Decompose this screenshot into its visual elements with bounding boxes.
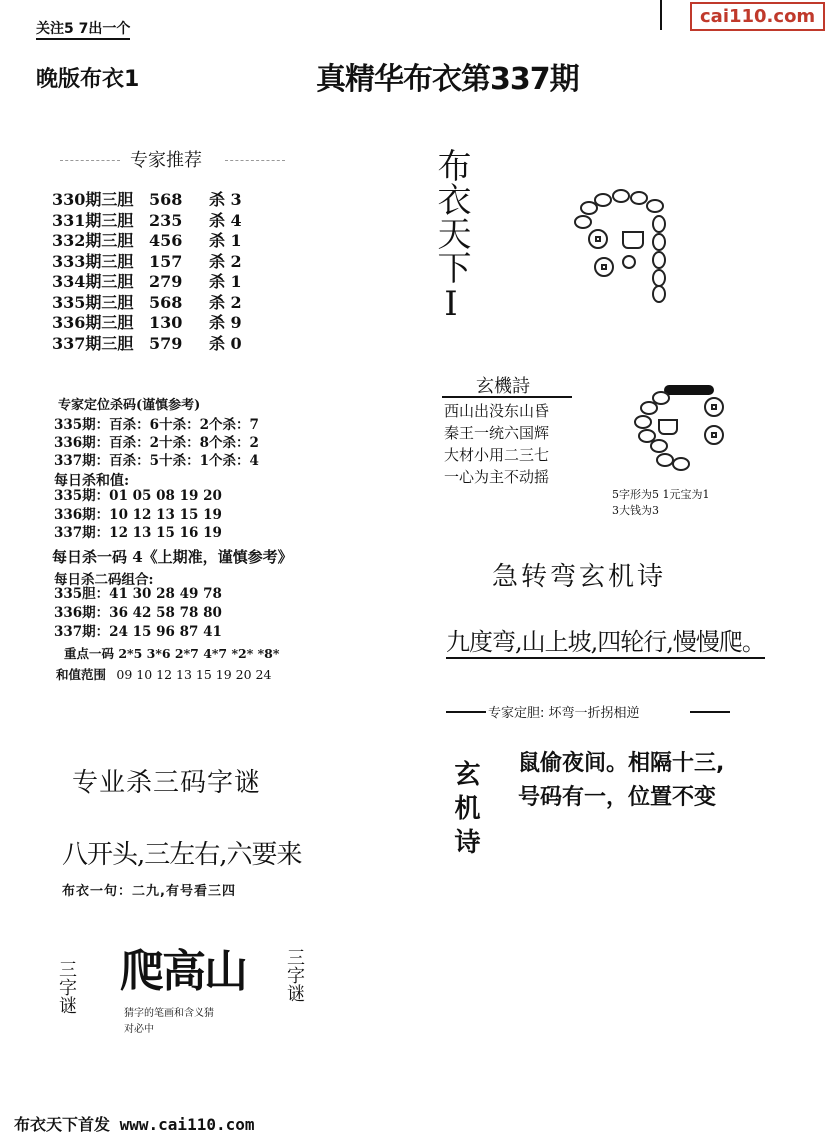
list-item: 335期：百杀：6十杀：2个杀：7 <box>54 417 259 433</box>
mystery-vertical: 玄机诗 <box>450 760 480 862</box>
two-code-list <box>54 585 222 642</box>
divider <box>442 396 572 398</box>
sum-range-values: 09 10 12 13 15 19 20 24 <box>116 667 272 682</box>
poem-lines <box>444 400 549 488</box>
vertical-title: 布衣天下Ⅰ <box>431 148 471 324</box>
expert-bold-line: 专家定胆: 坏弯一折拐相逆 <box>488 706 640 721</box>
chain-picture <box>570 185 700 305</box>
mystery-line-1: 鼠偷夜间。相隔十三, <box>518 751 725 776</box>
expert-row: 330期三胆 568 杀 3 <box>52 190 242 209</box>
poem-line: 西山出没东山昏 <box>444 402 550 420</box>
divider <box>690 711 730 713</box>
side-label-left: 三字谜 <box>56 960 77 1014</box>
riddle-title: 专业杀三码字谜 <box>72 768 262 798</box>
expert-title: 专家推荐 <box>130 150 202 171</box>
expert-row: 335期三胆 568 杀 2 <box>52 292 242 312</box>
riddle-hint-1: 猜字的笔画和含义猜 <box>124 1008 214 1019</box>
divider <box>225 160 285 161</box>
one-line-hint: 布衣一句：二九,有号看三四 <box>62 884 236 899</box>
site-logo[interactable]: cai110.com <box>690 2 825 31</box>
poem-line: 秦王一统六国辉 <box>444 424 550 442</box>
expert-row: 336期三胆 130 杀 9 <box>52 313 242 332</box>
one-code-line: 每日杀一码 4《上期准，谨慎参考》 <box>52 548 293 566</box>
sum-kill-list <box>54 487 222 543</box>
left-title: 晚版布衣1 <box>36 67 140 92</box>
list-item: 336期：10 12 13 15 19 <box>54 506 222 523</box>
list-item: 335期：01 05 08 19 20 <box>54 488 222 504</box>
poem-line: 大材小用二三七 <box>444 446 550 464</box>
poem-line: 一心为主不动摇 <box>444 468 550 486</box>
expert-row: 337期三胆 579 杀 0 <box>52 333 242 353</box>
follow-note: 关注5 7出一个 <box>36 18 130 40</box>
turn-poem-verse: 九度弯,山上坡,四轮行,慢慢爬。 <box>446 622 765 659</box>
poem-title: 玄機詩 <box>476 376 530 397</box>
expert-row: 331期三胆 235 杀 4 <box>52 210 242 230</box>
ingot-icon <box>622 231 644 249</box>
position-kill-list <box>54 416 259 470</box>
position-kill-title: 专家定位杀码(谨慎参考) <box>58 398 201 413</box>
header-divider <box>660 0 662 30</box>
dot-icon <box>622 255 636 269</box>
ingot-icon <box>658 419 678 435</box>
bar-icon <box>664 385 714 395</box>
divider <box>60 160 120 161</box>
expert-row: 333期三胆 157 杀 2 <box>52 251 242 271</box>
poem-note-2: 3大钱为3 <box>612 504 659 517</box>
divider <box>446 711 486 713</box>
sum-range-line <box>56 665 271 683</box>
turn-poem-title: 急转弯玄机诗 <box>492 562 667 592</box>
mystery-line-2: 号码有一，位置不变 <box>518 785 717 810</box>
list-item: 336期：百杀：2十杀：8个杀：2 <box>54 435 259 451</box>
list-item: 337期：24 15 96 87 41 <box>54 624 222 640</box>
list-item: 337期：12 13 15 16 19 <box>54 525 222 541</box>
two-code-title: 每日杀二码组合: <box>54 572 154 588</box>
list-item: 337期：百杀：5十杀：1个杀：4 <box>54 453 259 469</box>
riddle-verse: 八开头,三左右,六要来 <box>62 840 302 870</box>
expert-row: 334期三胆 279 杀 1 <box>52 272 242 291</box>
side-label-right: 三字谜 <box>284 948 305 1002</box>
riddle-hint-2: 对必中 <box>124 1024 154 1035</box>
page-title: 真精华布衣第337期 <box>316 62 579 97</box>
sum-range-label: 和值范围 <box>56 667 107 682</box>
poem-note-1: 5字形为5 1元宝为1 <box>612 488 710 501</box>
chain-picture-2 <box>630 385 740 475</box>
riddle-big-text: 爬高山 <box>120 946 246 997</box>
footer-text: 布衣天下首发 www.cai110.com <box>14 1115 255 1134</box>
expert-row: 332期三胆 456 杀 1 <box>52 231 242 250</box>
key-code-line: 重点一码 2*5 3*6 2*7 4*7 *2* *8* <box>64 646 280 661</box>
list-item: 336期：36 42 58 78 80 <box>54 605 222 621</box>
expert-list <box>52 190 242 354</box>
sum-kill-title: 每日杀和值: <box>54 473 130 489</box>
list-item: 335胆：41 30 28 49 78 <box>54 586 222 602</box>
